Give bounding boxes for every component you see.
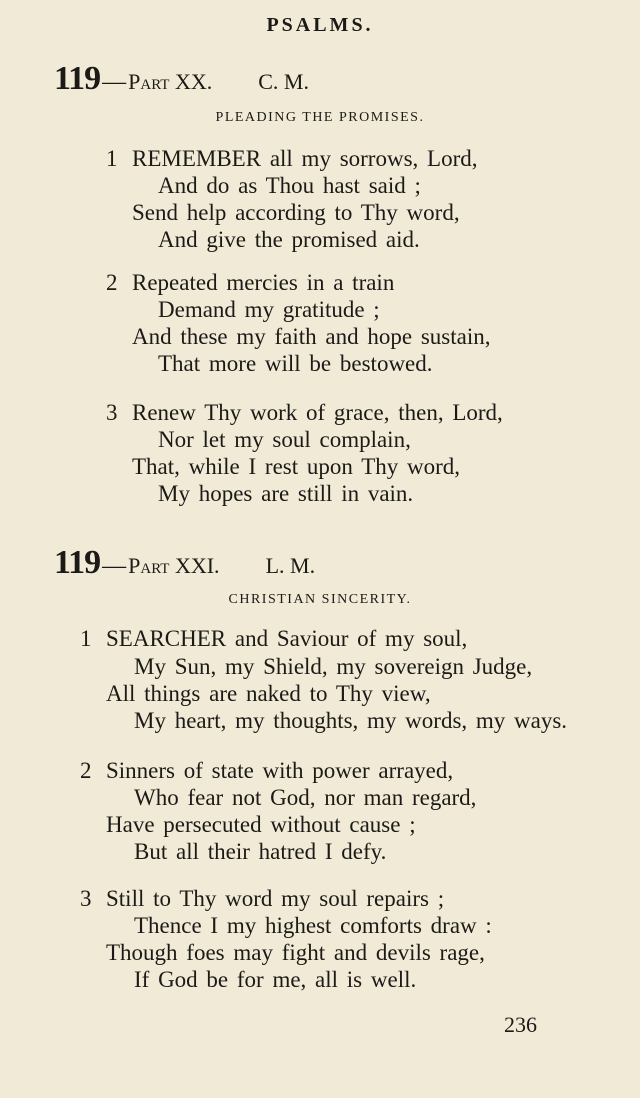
hymn-dash: — [102, 553, 127, 579]
verse-line: Thence I my highest comforts draw : [134, 913, 492, 938]
verse-line: Who fear not God, nor man regard, [134, 785, 477, 810]
verse-line: Demand my gratitude ; [158, 297, 380, 322]
running-head: PSALMS. [266, 14, 374, 36]
verse-line: My heart, my thoughts, my words, my ways. [134, 708, 568, 733]
verse-line: My Sun, my Shield, my sovereign Judge, [134, 654, 533, 679]
verse-line: Repeated mercies in a train [132, 270, 395, 295]
hymn-title: CHRISTIAN SINCERITY. [228, 592, 412, 607]
verse-line: My hopes are still in vain. [158, 481, 414, 506]
verse-number: 3 [80, 886, 92, 911]
hymn-meter: C. M. [258, 69, 309, 94]
hymn-heading [54, 544, 315, 580]
verse-line: Renew Thy work of grace, then, Lord, [132, 400, 503, 425]
hymn-part: Part XXI. [128, 553, 220, 578]
verse-line: That, while I rest upon Thy word, [132, 454, 461, 479]
verse-line: If God be for me, all is well. [134, 967, 417, 992]
verse-line: That more will be bestowed. [158, 351, 433, 376]
verse-line: Have persecuted without cause ; [106, 812, 416, 837]
verse-line: And these my faith and hope sustain, [132, 324, 491, 349]
hymn-heading [54, 60, 309, 96]
verse-line: Nor let my soul complain, [158, 427, 411, 452]
hymn-number: 119 [54, 544, 101, 581]
verse-number: 1 [80, 626, 92, 651]
hymn-number: 119 [54, 60, 101, 97]
verse-number: 2 [106, 270, 118, 295]
verse-line: But all their hatred I defy. [134, 839, 387, 864]
hymn-meter: L. M. [265, 553, 316, 578]
verse-line: Though foes may fight and devils rage, [106, 940, 485, 965]
hymn-part: Part XX. [128, 69, 213, 94]
verse-number: 2 [80, 758, 92, 783]
verse-line: And do as Thou hast said ; [158, 173, 421, 198]
verse-line: Sinners of state with power arrayed, [106, 758, 454, 783]
verse-number: 3 [106, 400, 118, 425]
hymn-dash: — [102, 69, 127, 95]
verse-line: And give the promised aid. [158, 227, 420, 252]
verse-line: All things are naked to Thy view, [106, 681, 431, 706]
verse-line: Still to Thy word my soul repairs ; [106, 886, 445, 911]
verse-line: Send help according to Thy word, [132, 200, 460, 225]
verse-number: 1 [106, 146, 118, 171]
verse-line: REMEMBER all my sorrows, Lord, [132, 146, 478, 171]
page-number: 236 [504, 1012, 537, 1037]
verse-line: SEARCHER and Saviour of my soul, [106, 626, 468, 651]
hymn-title: PLEADING THE PROMISES. [215, 110, 425, 125]
